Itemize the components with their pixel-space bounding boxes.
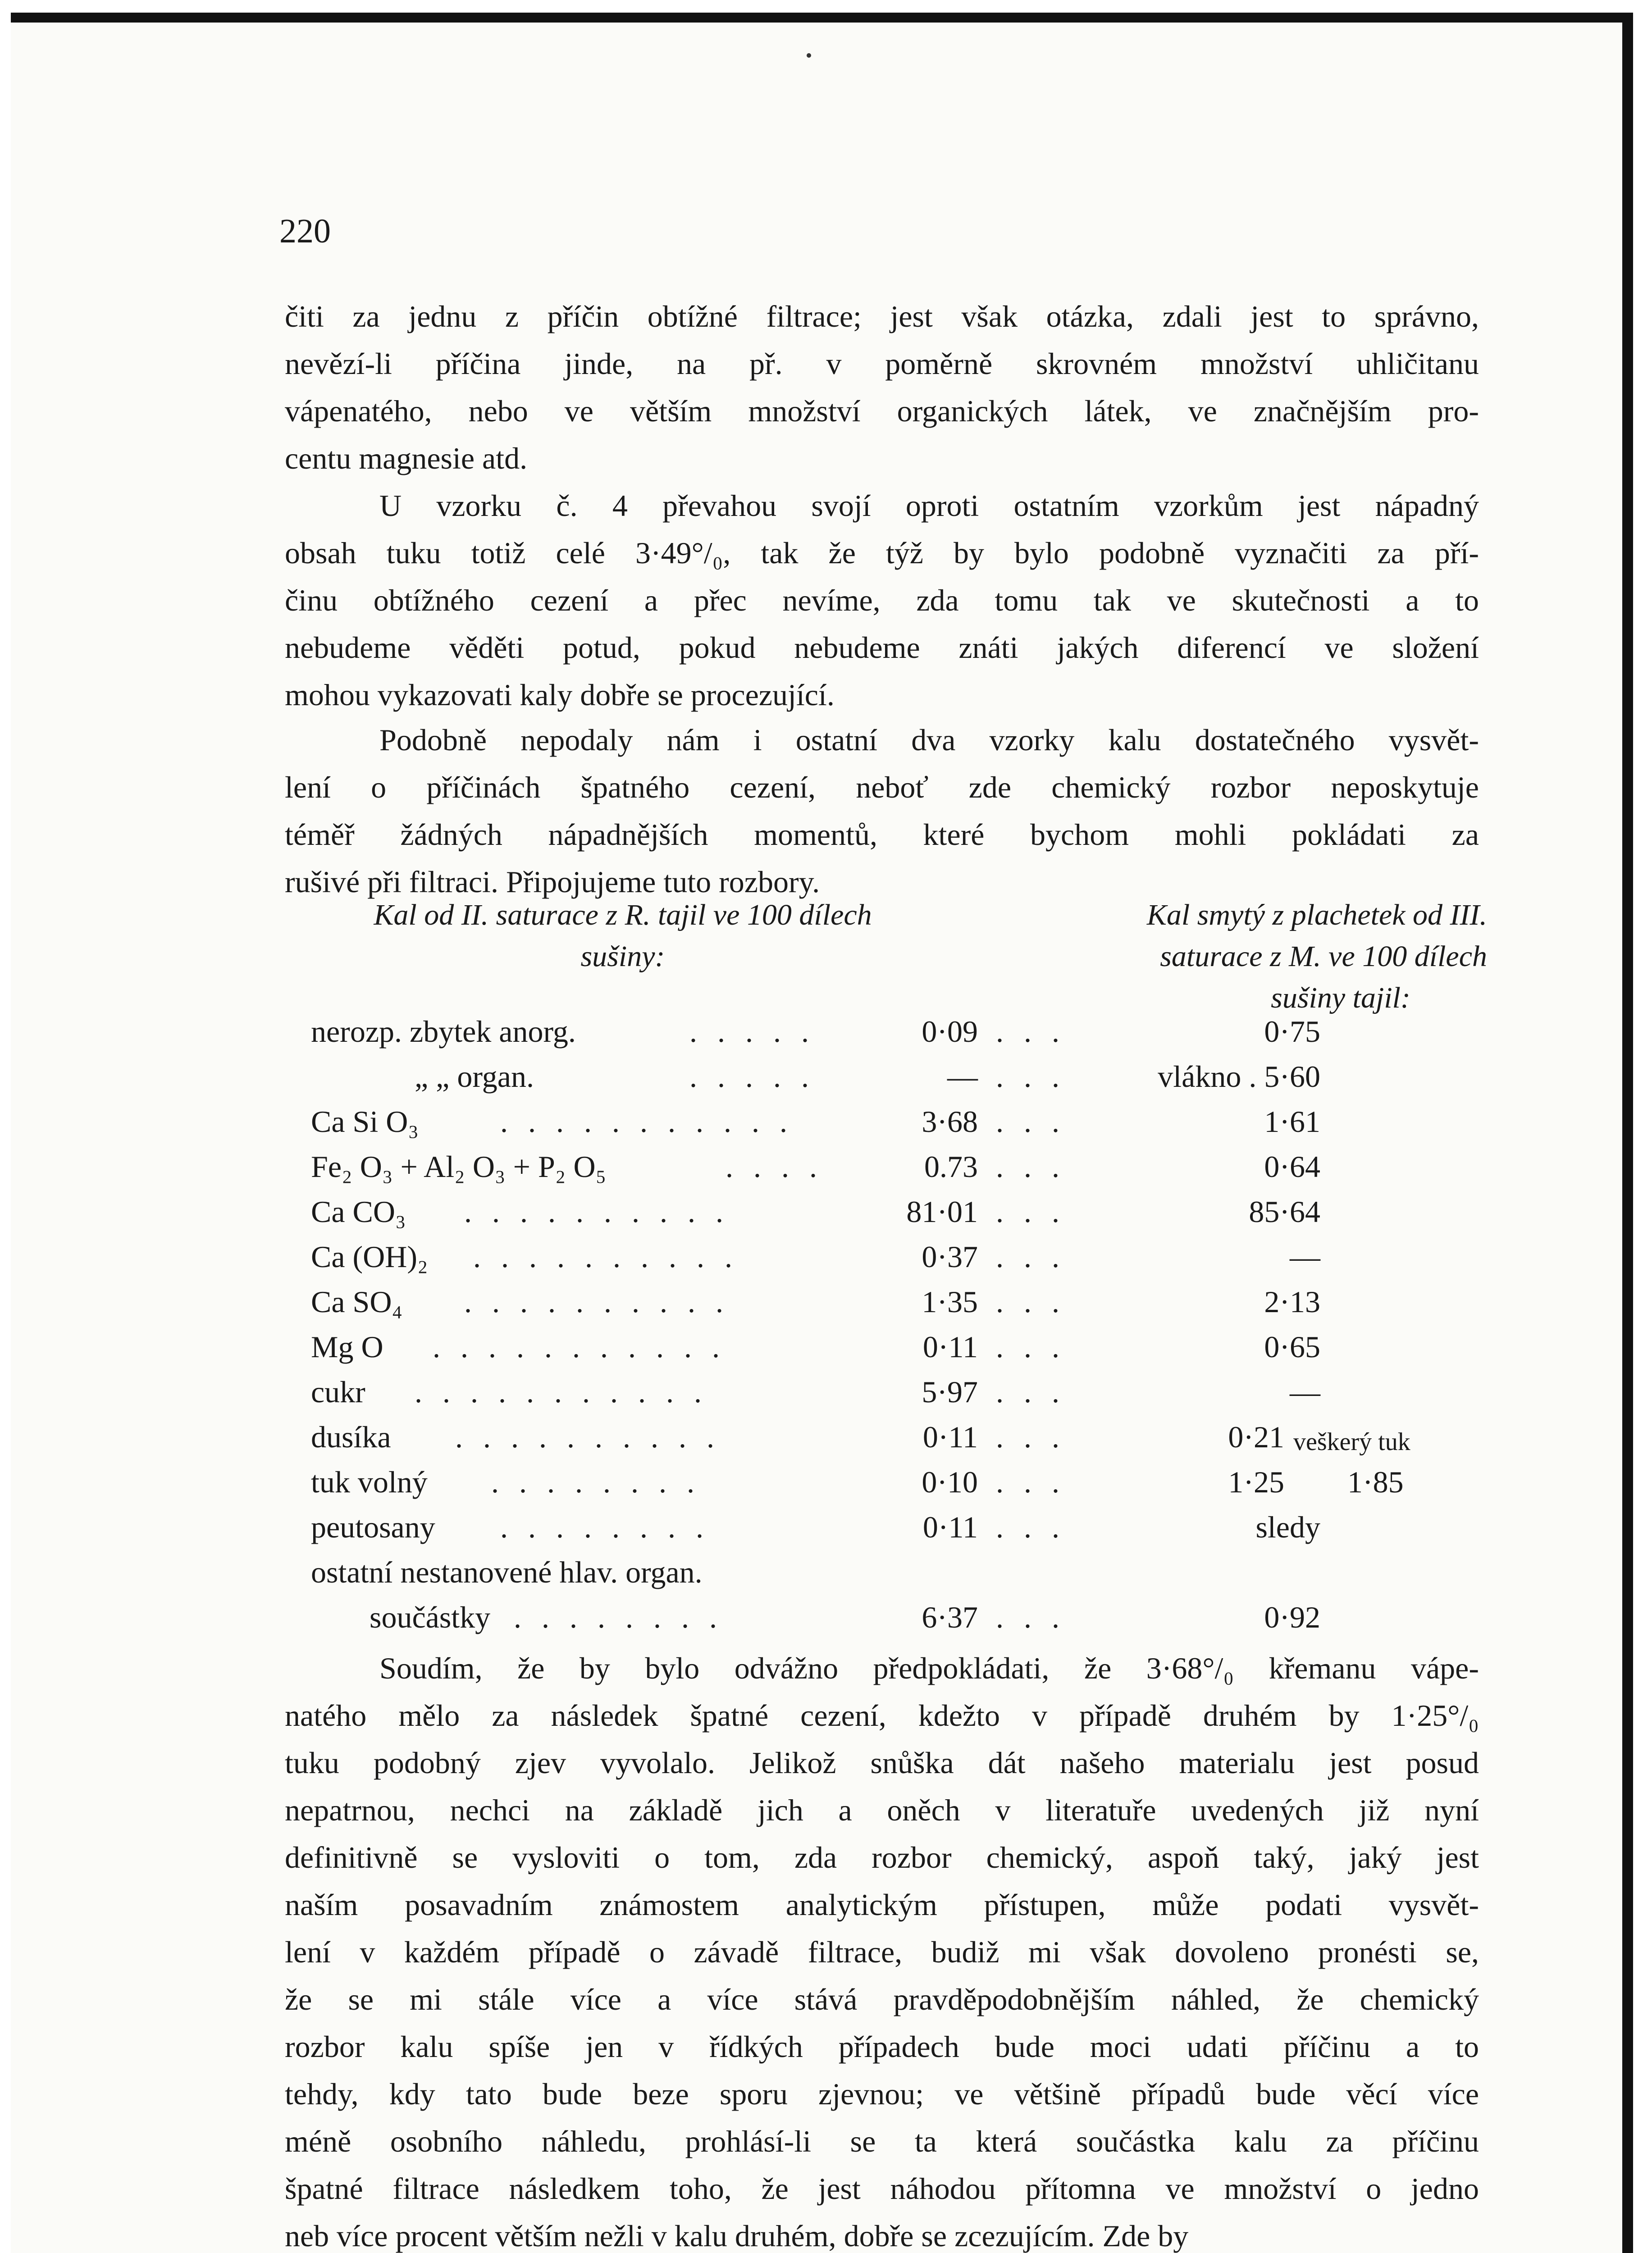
table-row [0,1419,1622,1464]
value-sample-2: 0·75 [1264,1014,1320,1049]
leader-dots: . . . . . . . . [491,1465,701,1499]
value-sample-1: 1·35 [922,1285,978,1319]
row-label: Ca (OH)₂ [311,1240,428,1274]
text-line: centu magnesie atd. [285,441,528,475]
ink-speck [807,53,811,58]
table-row [0,1104,1622,1149]
table-row [0,1555,1622,1600]
row-label: tuk volný [311,1465,428,1499]
table-row [0,1239,1622,1284]
leader-dots: . . . [996,1510,1066,1544]
row-label: peutosany [311,1510,435,1544]
text-line: čiti za jednu z příčin obtížné filtrace; jest však otázka, zdali jest to správno, [285,299,1479,333]
caption-right [1027,894,1487,1019]
caption-line: Kal od II. saturace z R. tajil ve 100 dílech [374,898,872,931]
text-line: Podobně nepodaly nám i ostatní dva vzorky kalu dostatečného vysvět- [379,723,1479,757]
text-line: tehdy, kdy tato bude beze sporu zjevnou; ve většině případů bude věcí více [285,2077,1479,2111]
table-row [0,1510,1622,1555]
leader-dots: . . . [996,1059,1066,1094]
leader-dots: . . . . . . . . . . . [415,1375,708,1409]
value-sample-1: — [947,1059,978,1094]
text-line: vápenatého, nebo ve větším množství organických látek, ve značnějším pro- [285,394,1479,428]
paragraph-4 [285,1645,1479,2253]
value-sample-2: 0·92 [1264,1600,1320,1634]
value-sample-2: 0·64 [1264,1149,1320,1184]
value-sample-1: 0·11 [922,1420,978,1454]
table-row [0,1194,1622,1239]
value-sample-1: 5·97 [922,1375,978,1409]
page-number: 220 [279,212,331,250]
leader-dots: . . . . . [689,1014,815,1049]
leader-dots: . . . . . . . . . . [473,1240,739,1274]
value-sample-1: 0·09 [922,1014,978,1049]
leader-dots: . . . [996,1104,1066,1139]
value-sample-2: 85·64 [1249,1195,1320,1229]
value-sample-1: 0·37 [922,1240,978,1274]
table-row [0,1374,1622,1419]
value-sample-1: 3·68 [922,1104,978,1139]
value-sample-1: 0·10 [922,1465,978,1499]
text-line: Soudím, že by bylo odvážno předpokládati, že 3·68°/₀ křemanu vápe- [379,1651,1479,1685]
leader-dots: . . . [996,1240,1066,1274]
leader-dots: . . . . . . . . . . . [500,1104,794,1139]
text-line: nevězí-li příčina jinde, na př. v poměrně skrovném množství uhličitanu [285,347,1479,381]
paragraph-2 [285,482,1479,719]
table-row [0,1014,1622,1059]
value-sample-1: 0.73 [924,1149,978,1184]
text-line: obsah tuku totiž celé 3·49°/₀, tak že týž by bylo podobně vyznačiti za pří- [285,536,1479,570]
leader-dots: . . . [996,1195,1066,1229]
value-sample-2: 0·21 [1228,1420,1284,1454]
text-line: definitivně se vysloviti o tom, zda rozbor chemický, aspoň taký, jaký jest [285,1840,1479,1874]
value-sample-2: — [1290,1240,1320,1274]
total-fat-value: 1·85 [1347,1465,1404,1499]
leader-dots: . . . . . . . . . . . [433,1330,726,1364]
row-label: ostatní nestanovené hlav. organ. [311,1555,703,1589]
value-sample-2: — [1290,1375,1320,1409]
text-line: špatné filtrace následkem toho, že jest náhodou přítomna ve množství o jedno [285,2171,1479,2206]
row-label: nerozp. zbytek anorg. [311,1014,576,1049]
table-row [0,1284,1622,1329]
value-sample-1: 81·01 [906,1195,978,1229]
value-sample-1: 0·11 [922,1330,978,1364]
leader-dots: . . . [996,1600,1066,1634]
text-line: rozbor kalu spíše jen v řídkých případech bude moci udati příčinu a to [285,2030,1479,2064]
caption-line: saturace z M. ve 100 dílech [1160,940,1487,973]
row-label: dusíka [311,1420,391,1454]
value-sample-2: vlákno . 5·60 [1158,1059,1320,1094]
row-label: Ca CO₃ [311,1195,406,1229]
leader-dots: . . . [996,1420,1066,1454]
paragraph-1 [285,293,1479,482]
leader-dots: . . . . . . . . [514,1600,723,1634]
text-line: lení v každém případě o závadě filtrace, budiž mi však dovoleno pronésti se, [285,1935,1479,1969]
text-line: nebudeme věděti potud, pokud nebudeme znáti jakých diferencí ve složení [285,630,1479,665]
leader-dots: . . . [996,1330,1066,1364]
leader-dots: . . . [996,1465,1066,1499]
table-row [0,1059,1622,1104]
text-line: rušivé při filtraci. Připojujeme tuto rozbory. [285,865,820,899]
table-row [0,1464,1622,1510]
value-sample-1: 0·11 [922,1510,978,1544]
caption-line: sušiny: [580,940,665,973]
text-line: tuku podobný zjev vyvolalo. Jelikož snůška dát našeho materialu jest posud [285,1746,1479,1780]
value-sample-2: 1·25 [1228,1465,1284,1499]
value-sample-2: 2·13 [1264,1285,1320,1319]
row-label: Ca SO₄ [311,1285,403,1319]
total-fat-note: veškerý tuk [1293,1428,1410,1456]
caption-line: sušiny tajil: [1271,981,1410,1014]
row-label: Fe₂ O₃ + Al₂ O₃ + P₂ O₅ [311,1149,607,1184]
leader-dots: . . . . . . . . . . [464,1195,730,1229]
row-label: součástky [370,1600,491,1634]
row-label: cukr [311,1375,365,1409]
table-row [0,1149,1622,1194]
text-line: neb více procent větším nežli v kalu druhém, dobře se zcezujícím. Zde by [285,2219,1189,2253]
text-line: natého mělo za následek špatné cezení, kdežto v případě druhém by 1·25°/₀ [285,1698,1479,1733]
caption-line: Kal smytý z plachetek od III. [1146,898,1487,931]
caption-left [285,894,961,977]
text-line: činu obtížného cezení a přec nevíme, zda tomu tak ve skutečnosti a to [285,583,1479,617]
text-line: že se mi stále více a více stává pravděpodobnějším náhled, že chemický [285,1982,1479,2016]
row-label: „ „ organ. [415,1059,534,1094]
value-sample-2: 0·65 [1264,1330,1320,1364]
leader-dots: . . . . [726,1149,823,1184]
text-line: lení o příčinách špatného cezení, neboť zde chemický rozbor neposkytuje [285,770,1479,804]
leader-dots: . . . . . . . . . . [455,1420,721,1454]
value-sample-2: sledy [1255,1510,1320,1544]
leader-dots: . . . [996,1014,1066,1049]
value-sample-1: 6·37 [922,1600,978,1634]
text-line: téměř žádných nápadnějších momentů, které bychom mohli pokládati za [285,817,1479,852]
leader-dots: . . . [996,1375,1066,1409]
leader-dots: . . . . . [689,1059,815,1094]
text-line: U vzorku č. 4 převahou svojí oproti ostatním vzorkům jest nápadný [379,488,1479,523]
paragraph-3 [285,716,1479,906]
leader-dots: . . . [996,1149,1066,1184]
row-label: Ca Si O₃ [311,1104,419,1139]
text-line: nepatrnou, nechci na základě jich a oněch v literatuře uvedených již nyní [285,1793,1479,1827]
leader-dots: . . . [996,1285,1066,1319]
text-line: méně osobního náhledu, prohlásí-li se ta která součástka kalu za příčinu [285,2124,1479,2158]
value-sample-2: 1·61 [1264,1104,1320,1139]
row-label: Mg O [311,1330,383,1364]
text-line: naším posavadním známostem analytickým přístupen, může podati vysvět- [285,1888,1479,1922]
table-row [0,1329,1622,1374]
table-row [0,1600,1622,1645]
text-line: mohou vykazovati kaly dobře se procezující. [285,678,835,712]
leader-dots: . . . . . . . . [500,1510,710,1544]
leader-dots: . . . . . . . . . . [464,1285,730,1319]
